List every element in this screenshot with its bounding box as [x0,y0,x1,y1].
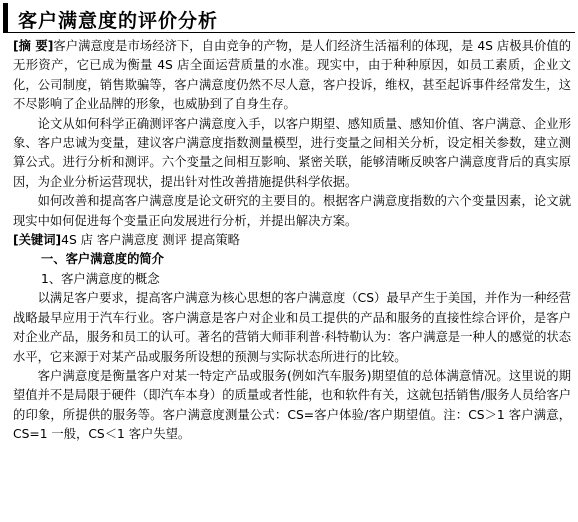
title-bar [3,3,575,33]
keywords-label: [关键词] [13,233,62,248]
keywords-text: 4S 店 客户满意度 测评 提高策略 [61,233,240,248]
abstract-paragraph-3: 如何改善和提高客户满意度是论文研究的主要目的。根据客户满意度指数的六个变量因素，论文就现实中如何促进每个变量正向发展进行分析，并提出解决方案。 [13,194,571,228]
abstract-label: [摘 要] [13,39,54,53]
document-body [13,37,571,445]
section-paragraph-1: 以满足客户要求，提高客户满意为核心思想的客户满意度（CS）最早产生于美国，并作为一种经营战略最早应用于汽车行业。客户满意是客户对企业和员工提供的产品和服务的直接性综合评价，是客户对企业产品，服务和员工的认可。著名的营销大师菲利普·科特勒认为：客户满意是一种人的感觉的状态水平，它来源于对某产品或服务所设想的预测与实际状态所进行的比较。 [13,291,571,364]
document-title: 客户满意度的评价分析 [18,10,219,32]
section-heading: 一、客户满意度的简介 [41,252,164,267]
abstract-text: 客户满意度是市场经济下，自由竞争的产物，是人们经济生活福利的体现，是 4S 店极具价值的无形资产，它已成为衡量 4S 店全面运营质量的水准。现实中，由于种种原因，如员工素质，企业文化，公司制度，销售欺骗等，客户满意度仍然不尽人意，客户投诉，维权，甚至起诉事件经常发生，这不尽影响了企业品牌的形象，也威胁到了自身生存。 [13,39,571,112]
abstract-paragraph-2: 论文从如何科学正确测评客户满意度入手，以客户期望、感知质量、感知价值、客户满意、企业形象、客户忠诚为变量，建议客户满意度指数测量模型，进行变量之间相关分析，设定相关参数，建立测算公式。进行分析和测评。六个变量之间相互影响、紧密关联，能够清晰反映客户满意度背后的真实原因，为企业分析运营现状，提出针对性改善措施提供科学依据。 [13,116,571,189]
abstract-paragraph [13,37,571,115]
section-paragraph-2: 客户满意度是衡量客户对某一特定产品或服务(例如汽车服务)期望值的总体满意情况。这里说的期望值并不是局限于硬件（即汽车本身）的质量或者性能，也和软件有关，这就包括销售/服务人员给客户的印象，所提供的服务等。客户满意度测量公式：CS=客户体验/客户期望值。注：CS＞1 客户满意，CS=1 一般，CS＜1 客户失望。 [13,368,571,442]
keywords-line [13,231,571,250]
section-subheading: 1、客户满意度的概念 [41,271,160,286]
